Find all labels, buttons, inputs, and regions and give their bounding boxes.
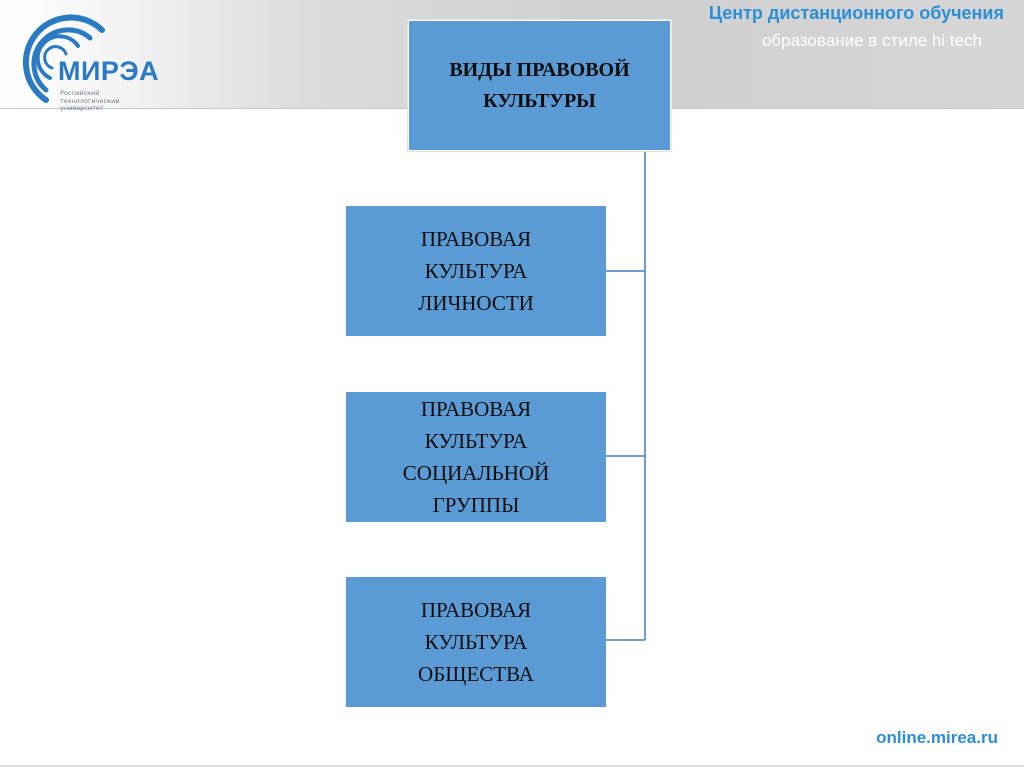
node-line: СОЦИАЛЬНОЙ [402,461,550,485]
root-node-line: КУЛЬТУРЫ [483,89,596,112]
node-line: ПРАВОВАЯ [420,227,532,251]
logo-wordmark: МИРЭА [58,56,160,86]
logo-subtitle [60,90,150,113]
node-line: ЛИЧНОСТИ [418,291,534,315]
logo-subtitle-line: университет [60,104,104,112]
node-line: ГРУППЫ [432,493,520,517]
logo-subtitle-line: Российский [60,89,100,97]
node-line: КУЛЬТУРА [424,429,528,453]
logo-subtitle-line: технологический [60,96,120,105]
node-society [346,577,606,707]
node-line: ПРАВОВАЯ [420,397,532,421]
center-title: Центр дистанционного обучения [708,3,1004,23]
node-line: КУЛЬТУРА [424,259,528,283]
footer-url: online.mirea.ru [876,728,998,747]
node-line: ПРАВОВАЯ [420,598,532,622]
mirea-logo [6,8,176,112]
root-node-line: ВИДЫ ПРАВОВОЙ [449,58,630,81]
center-subtitle: образование в стиле hi tech [761,31,982,50]
node-line: КУЛЬТУРА [424,630,528,654]
node-personality [346,206,606,336]
node-social-group [346,392,606,522]
root-node [408,20,671,151]
node-line: ОБЩЕСТВА [418,662,534,686]
